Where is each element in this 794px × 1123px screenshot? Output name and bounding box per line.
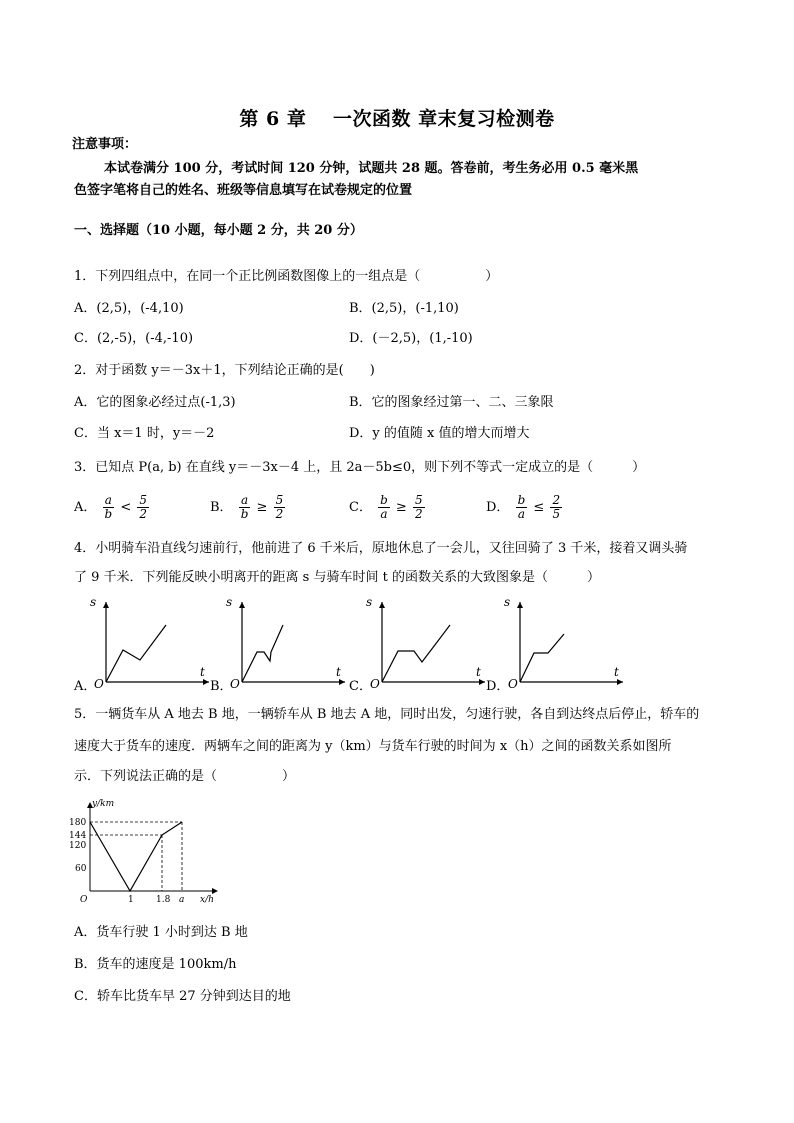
q4-graph-b [220,592,350,692]
axis-s-label: s [90,595,97,609]
y-axis-arrow [379,602,385,608]
q3-option-b-label: B． [210,500,233,515]
q3-d-num: b [517,493,526,507]
q5-option-b: B．货车的速度是 100km/h [74,957,237,972]
q4-option-d: D． [486,679,510,694]
page-title: 第 6 章 一次函数 章末复习检测卷 [239,108,555,130]
q1-option-b: B．(2,5)，(-1,10) [349,301,459,316]
q3-d-op: ≤ [533,500,545,515]
q3-option-d [486,494,564,521]
q5-graph [68,798,228,910]
graph-line [520,634,564,682]
x-axis-arrow [479,679,485,685]
q3-c-den: a [380,507,388,521]
q1-option-a: A．(2,5)，(-4,10) [74,301,184,316]
q3-b-frac-right [274,494,286,521]
x-axis-arrow [212,888,218,894]
axis-s-label: s [504,595,511,609]
axis-t-label: t [200,665,205,679]
section-heading: 一、选择题（10 小题，每小题 2 分，共 20 分） [74,223,363,238]
q5-line-3: 示．下列说法正确的是（ ） [74,769,296,784]
ytick-180: 180 [69,818,87,828]
q3-a-frac-left [103,494,115,521]
q5-option-c: C．轿车比货车早 27 分钟到达目的地 [74,989,291,1004]
q5-option-a: A．货车行驶 1 小时到达 B 地 [74,925,248,940]
q3-option-c [349,494,427,521]
q4-line-2: 了 9 千米．下列能反映小明离开的距离 s 与骑车时间 t 的函数关系的大致图象是（ ） [74,570,600,585]
q3-b-rden: 2 [275,507,284,521]
q3-option-a [74,494,151,521]
q3-b-den: b [240,507,249,521]
q3-d-rnum: 2 [552,493,561,507]
q4-graph-c [360,592,490,692]
q3-c-op: ≥ [395,500,407,515]
y-axis-arrow [239,602,245,608]
y-axis-arrow [517,602,523,608]
ytick-60: 60 [75,864,87,874]
q4-option-c: C． [349,679,372,694]
notice-line-2: 色签字笔将自己的姓名、班级等信息填写在试卷规定的位置 [74,183,413,198]
distance-line [90,822,182,891]
axis-s-label: s [366,595,373,609]
axis-t-label: t [614,665,619,679]
q4-line-1: 4．小明骑车沿直线匀速前行，他前进了 6 千米后，原地休息了一会儿，又往回骑了 3 千米，接着又调头骑 [74,541,688,556]
q5-line-2: 速度大于货车的速度．两辆车之间的距离为 y（km）与货车行驶的时间为 x（h）之间的函数关系如图所 [74,739,672,754]
q3-d-rden: 5 [552,507,561,521]
graph-line [242,625,283,682]
q3-a-rden: 2 [139,507,148,521]
q3-d-frac-left [516,494,528,521]
q2-option-b: B．它的图象经过第一、二、三象限 [349,395,554,410]
ytick-144: 144 [69,831,87,841]
q3-c-frac-right [413,494,425,521]
origin-label: O [80,895,88,905]
q5-line-1: 5．一辆货车从 A 地去 B 地，一辆轿车从 B 地去 A 地，同时出发，匀速行驶，各自到达终点后停止，轿车的 [74,707,700,722]
q3-option-a-label: A． [74,500,97,515]
x-axis-label: x/h [200,895,214,905]
q2-option-d: D．y 的值随 x 值的增大而增大 [349,426,530,441]
xtick-a: a [179,895,185,905]
q3-b-op: ≥ [256,500,268,515]
q1-option-c: C．(2,-5)，(-4,-10) [74,331,194,346]
q3-a-den: b [104,507,113,521]
q3-c-frac-left [378,494,390,521]
q3-option-c-label: C． [349,500,372,515]
xtick-1-8: 1.8 [156,895,171,905]
q3-c-rden: 2 [414,507,423,521]
x-axis-arrow [339,679,345,685]
q3-b-frac-left [239,494,251,521]
q3-a-op: < [120,500,132,515]
graph-line [106,625,166,682]
q3-b-num: a [240,493,249,507]
q3-d-den: a [517,507,525,521]
q3-stem: 3．已知点 P(a, b) 在直线 y＝－3x－4 上，且 2a－5b≤0，则下列不等式一定成立的是（ ） [74,460,646,475]
q3-a-rnum: 5 [139,493,148,507]
axis-t-label: t [336,665,341,679]
q3-b-rnum: 5 [275,493,284,507]
q3-c-num: b [380,493,388,507]
q2-option-c: C．当 x＝1 时，y＝－2 [74,426,215,441]
q2-stem: 2．对于函数 y＝－3x＋1，下列结论正确的是( ) [74,363,375,378]
y-axis-label: y/km [92,799,115,809]
q4-graph-d [498,592,628,692]
xtick-1: 1 [128,895,134,905]
q1-stem: 1．下列四组点中，在同一个正比例函数图像上的一组点是（ ） [74,269,499,284]
axis-s-label: s [226,595,233,609]
origin-label: O [370,677,380,691]
origin-label: O [508,677,518,691]
notice-heading: 注意事项： [72,137,138,152]
graph-line [382,625,450,682]
q4-option-a: A． [74,679,97,694]
q3-c-rnum: 5 [414,493,423,507]
q3-a-num: a [104,493,112,507]
x-axis-arrow [617,679,623,685]
q3-option-b [210,494,287,521]
origin-label: O [94,677,104,691]
q3-d-frac-right [550,494,562,521]
q4-option-b: B． [210,679,233,694]
q3-option-d-label: D． [486,500,510,515]
q4-graph-a [84,592,214,692]
y-axis-arrow [103,602,109,608]
origin-label: O [230,677,240,691]
notice-line-1: 本试卷满分 100 分，考试时间 120 分钟，试题共 28 题。答卷前，考生务必用 0.5 毫米黑 [104,161,639,176]
q2-option-a: A．它的图象必经过点(-1,3) [74,395,236,410]
axis-t-label: t [476,665,481,679]
ytick-120: 120 [69,841,87,851]
q3-a-frac-right [137,494,149,521]
x-axis-arrow [203,679,209,685]
q1-option-d: D．(－2,5)，(1,-10) [349,331,473,346]
